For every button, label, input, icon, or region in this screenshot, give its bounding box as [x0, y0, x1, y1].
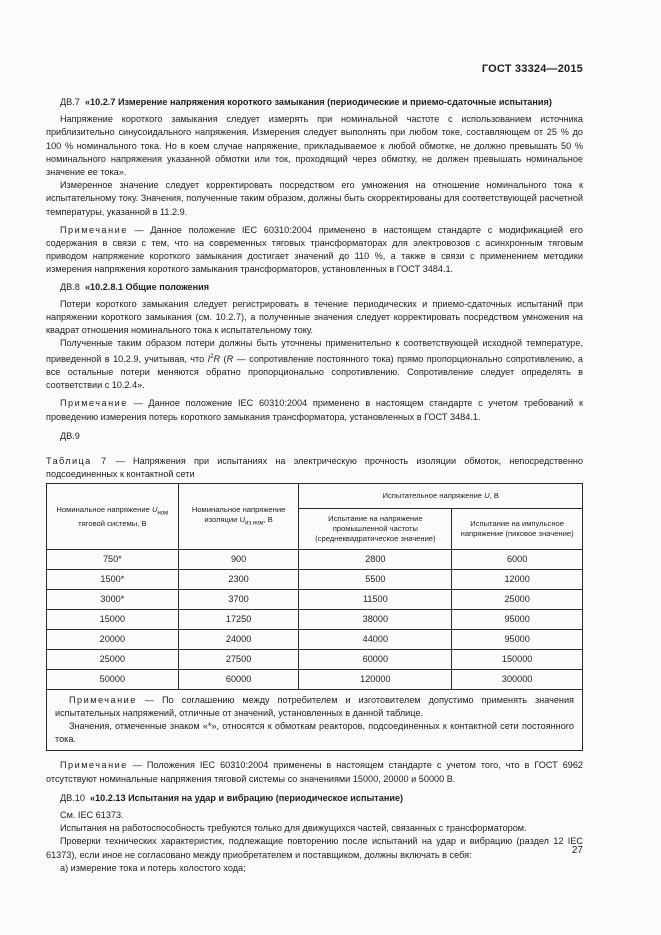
- note: Примечание — Данное положение IEC 60310:2004 применено в настоящем стандарте с учетом требований к проведению измерения потерь короткого замыкания трансформатора, установленных в ГОСТ 3484.1.: [46, 398, 583, 422]
- paragraph: Испытания на работоспособность требуются только для движущихся частей, связанных с трансформатором.: [60, 823, 527, 834]
- table-cell: 25000: [47, 650, 179, 670]
- table-cell: 900: [178, 550, 299, 570]
- table-cell: 50000: [47, 670, 179, 690]
- section-heading-dv7: ДВ.7 «10.2.7 Измерение напряжения короткого замыкания (периодические и приемо-сдаточные испытания): [60, 97, 552, 107]
- paragraph: Напряжение короткого замыкания следует измерять при номинальной частоте с использованием источника приблизительно синусоидального напряжения. Измерения следует выполнять при любом токе, составляющем от 25 % до 100 % номинального тока. Но в коем случае напряжение, прикладываемое к любой обмотке, не должно превышать 50 % номинального напряжения указанной обмотки или ток, проходящий через обмотку, не должен превышать номинальное значение ее тока».: [46, 114, 583, 178]
- column-header-nominal-voltage: Номинальное напряжение $U_{ном}$ тяговой системы, В: [47, 484, 179, 550]
- paragraph: Проверки технических характеристик, подлежащие повторению после испытаний на удар и вибрацию (раздел 12 IEC 61373), если иное не согласовано между приобретателем и поставщиком, должны включать в себя:: [46, 836, 583, 860]
- table-cell: 60000: [299, 650, 452, 670]
- table-row: [47, 610, 583, 630]
- column-header-insulation-voltage: Номинальное напряжение изоляции $U_{из.ном}$, В: [178, 484, 299, 550]
- table-cell: 6000: [452, 550, 583, 570]
- table-row: [47, 670, 583, 690]
- paragraph: См. IEC 61373.: [60, 809, 124, 820]
- table-cell: 3000*: [47, 590, 179, 610]
- paragraph: Потери короткого замыкания следует регистрировать в течение периодических и приемо-сдаточных испытаний при напряжении короткого замыкания (см. 10.2.7), а полученные значения следует корректировать посредством умножения на квадрат отношения номинального тока к испытательному току.: [46, 298, 583, 336]
- table-cell: 44000: [299, 630, 452, 650]
- table-caption: Таблица 7 — Напряжения при испытаниях на электрическую прочность изоляции обмоток, непосредственно подсоединенных к контактной сети: [46, 455, 583, 480]
- page-number: 27: [571, 845, 583, 856]
- table-cell: 12000: [452, 570, 583, 590]
- table-cell: 25000: [452, 590, 583, 610]
- table-cell: 1500*: [47, 570, 179, 590]
- table-cell: 11500: [299, 590, 452, 610]
- section-heading-dv9: ДВ.9: [60, 430, 80, 441]
- list-item: а) измерение тока и потерь холостого хода;: [60, 862, 246, 873]
- note: Примечание — Данное положение IEC 60310:2004 применено в настоящем стандарте с модификацией его содержания в связи с тем, что на современных тяговых трансформаторах для электровозов с асинхронным тяговым приводом напряжение короткого замыкания достигает значений до 110 %, а также в связи с применением методики измерения напряжения короткого замыкания трансформаторов, установленных в ГОСТ 3484.1.: [46, 224, 583, 275]
- table-cell: 95000: [452, 610, 583, 630]
- table-cell: 2800: [299, 550, 452, 570]
- table-cell: 60000: [178, 670, 299, 690]
- table-row: [47, 650, 583, 670]
- table-cell: 150000: [452, 650, 583, 670]
- section-heading-dv10: ДВ.10 «10.2.13 Испытания на удар и вибрацию (периодическое испытание): [60, 792, 404, 803]
- table-row: [47, 590, 583, 610]
- table-row: [47, 570, 583, 590]
- paragraph: Измеренное значение следует корректировать посредством его умножения на отношение номинального тока к испытательному току. Значения, полученные таким образом, должны быть скорректированы для соответствующей расчетной температуры, указанной в 11.2.9.: [46, 180, 583, 217]
- table-cell: 120000: [299, 670, 452, 690]
- table-cell: 5500: [299, 570, 452, 590]
- table-row: [47, 550, 583, 570]
- column-header-power-frequency: Испытание на напряжение промышленной частоты (среднеквадратическое значение): [299, 509, 452, 550]
- paragraph: Полученные таким образом потери должны быть уточнены применительно к соответствующей исходной температуре, приведенной в 10.2.9, учитывая, что $I^2R$ (R — сопротивление постоянного тока) прямо пропорционально сопротивлению, а все остальные потери меняются обратно пропорционально сопротивлению. Сопротивление следует определять в соответствии с 10.2.4».: [46, 338, 584, 391]
- table-cell: 20000: [47, 630, 179, 650]
- note: Примечание — Положения IEC 60310:2004 применены в настоящем стандарте с учетом того, что в ГОСТ 6962 отсутствуют номинальные напряжения тяговой системы со значениями 15000, 20000 и 50000 В.: [46, 760, 583, 784]
- table-row: [47, 630, 583, 650]
- table-note: Примечание — По соглашению между потребителем и изготовителем допустимо применять значения испытательных напряжений, отличные от значений, установленных в данной таблице. Значения, отмеченные знаком «*», относятся к обмоткам реакторов, подсоединенных к контактной сети постоянного тока.: [47, 690, 583, 751]
- table-cell: 27500: [178, 650, 299, 670]
- voltage-table: [46, 483, 583, 751]
- table-cell: 2300: [178, 570, 299, 590]
- table-cell: 17250: [178, 610, 299, 630]
- table-cell: 300000: [452, 670, 583, 690]
- table-cell: 15000: [47, 610, 179, 630]
- standard-header: ГОСТ 33324—2015: [481, 63, 583, 75]
- table-cell: 95000: [452, 630, 583, 650]
- column-header-impulse: Испытание на импульсное напряжение (пиковое значение): [452, 509, 583, 550]
- table-cell: 24000: [178, 630, 299, 650]
- table-cell: 3700: [178, 590, 299, 610]
- document-body: [46, 92, 583, 875]
- table-cell: 750*: [47, 550, 179, 570]
- table-cell: 38000: [299, 610, 452, 630]
- column-header-test-voltage: Испытательное напряжение U, В: [299, 484, 583, 509]
- section-heading-dv8: ДВ.8 «10.2.8.1 Общие положения: [60, 281, 210, 292]
